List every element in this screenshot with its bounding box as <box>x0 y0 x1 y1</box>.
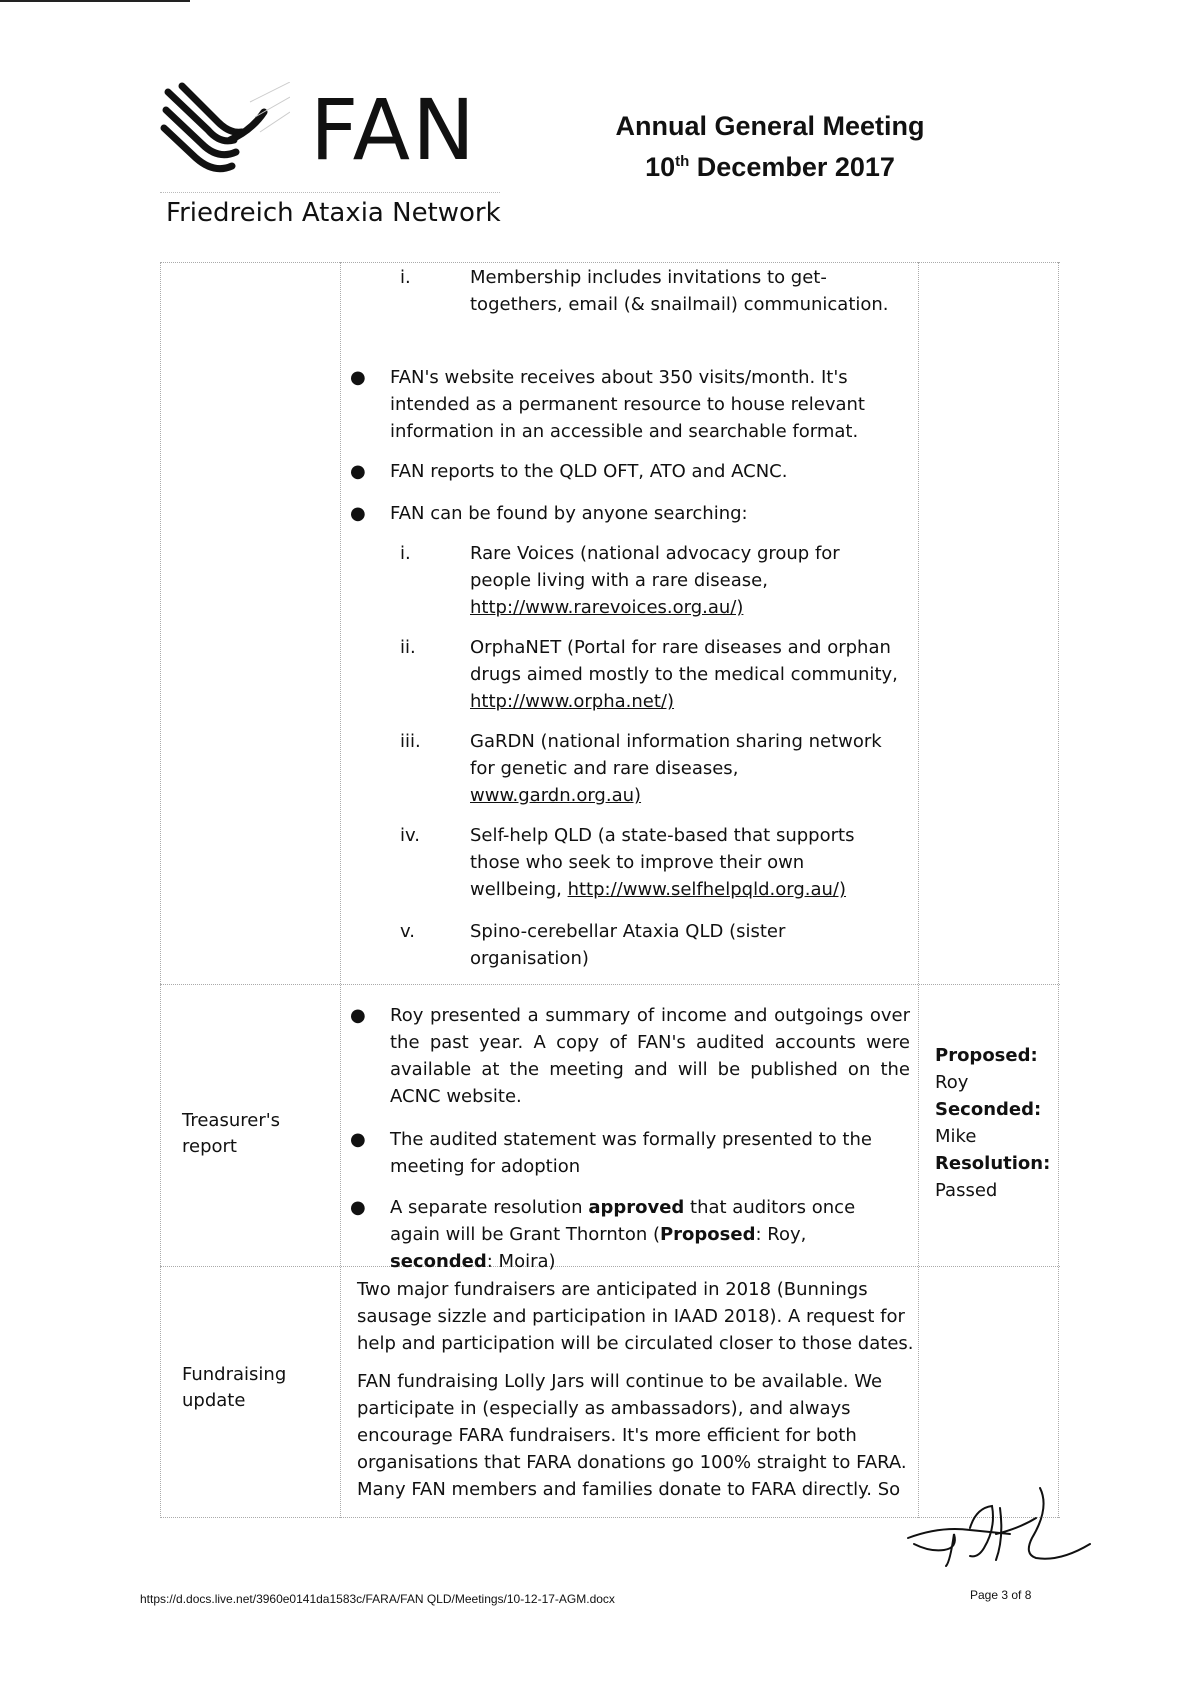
table-column-divider <box>918 262 919 1518</box>
table-row-divider <box>160 984 1060 985</box>
hand-logo-icon <box>160 82 290 182</box>
fundraising-paragraph: FAN fundraising Lolly Jars will continue to be available. We participate in (especially as ambassadors), and always encourage FARA fundraisers. It's more efficient for both organisations that FARA donations go 100% straight to FARA. Many FAN members and families donate to FARA directly. So <box>357 1371 907 1500</box>
fundraising-paragraph: Two major fundraisers are anticipated in 2018 (Bunnings sausage sizzle and participation in IAAD 2018). A request for help and participation will be circulated closer to those dates. <box>357 1279 914 1354</box>
logo-divider <box>160 192 500 197</box>
table-row-divider <box>160 262 1060 263</box>
scan-edge-line <box>0 0 190 2</box>
meeting-title: Annual General Meeting <box>615 111 925 141</box>
table-border-right <box>1058 262 1059 1518</box>
table-border-left <box>160 262 161 1518</box>
fan-logo <box>160 82 520 232</box>
selfhelp-link[interactable]: http://www.selfhelpqld.org.au/) <box>567 879 846 900</box>
logo-wordmark: FAN <box>310 81 477 179</box>
signature-icon <box>900 1478 1100 1568</box>
logo-subtitle: Friedreich Ataxia Network <box>166 198 501 228</box>
footer-document-path: https://d.docs.live.net/3960e0141da1583c/FARA/FAN QLD/Meetings/10-12-17-AGM.docx <box>140 1592 615 1606</box>
treasurer-report-label: Treasurer's report <box>182 1110 281 1157</box>
orphanet-link[interactable]: http://www.orpha.net/) <box>470 691 675 712</box>
footer-page-number: Page 3 of 8 <box>970 1588 1032 1602</box>
meeting-heading <box>600 108 940 185</box>
treasurer-motion: Proposed: Roy Seconded: Mike Resolution: Passed <box>935 1045 1051 1201</box>
fundraising-update-label: Fundraising update <box>182 1364 287 1411</box>
table-column-divider <box>340 262 341 1518</box>
rarevoices-link[interactable]: http://www.rarevoices.org.au/) <box>470 597 744 618</box>
gardn-link[interactable]: www.gardn.org.au) <box>470 785 642 806</box>
meeting-date: 10th December 2017 <box>645 152 895 182</box>
minutes-table: i. Membership includes invitations to get-togethers, email (& snailmail) communication. ● FAN's website receives about 350 visits/month. It's intended as a permanent resource to house relevant information in an accessible and searchable format. ● FAN reports to the QLD OFT, ATO and ACNC. ● FAN can be found by anyone searching: i. Rare Voices (national advocacy group for people living with a rare disease, http://www.rarevoices.org.au/) ii. OrphaNET (Portal for rare diseases and orphan drugs aimed mostly to the medical community, http://www.orpha.net/) iii. GaRDN (national information sharing network for genetic and rare diseases, www.gardn.org.au) iv. Self-help QLD (a state-based that supports those who seek to improve their own wellbeing, http://www.selfhelpqld.org.au/) v. Spino-cerebellar Ataxia QLD (sister organisation) Treasurer's report ● Roy presented a summary of income and outgoings over the past year. A copy of FAN's audited accounts were available at the meeting and will be published on the ACNC website. ● The audited statement was formally presented to the meeting for adoption ● A separate resolution approved that auditors once again will be Grant Thornton (Proposed: Roy, seconded: Moira) Proposed: Roy Seconded: Mike Resolution: Passed Fundraising update Two major fundraisers are anticipated in 2018 (Bunnings sausage sizzle and participation in IAAD 2018). A request for help and participation will be circulated closer to those dates. FAN fundraising Lolly Jars will continue to be available. We participate in (especially as ambassadors), and always encourage FARA fundraisers. It's more efficient for both organisations that FARA donations go 100% straight to FARA. Many FAN members and families donate to FARA directly. So <box>160 262 1060 1520</box>
